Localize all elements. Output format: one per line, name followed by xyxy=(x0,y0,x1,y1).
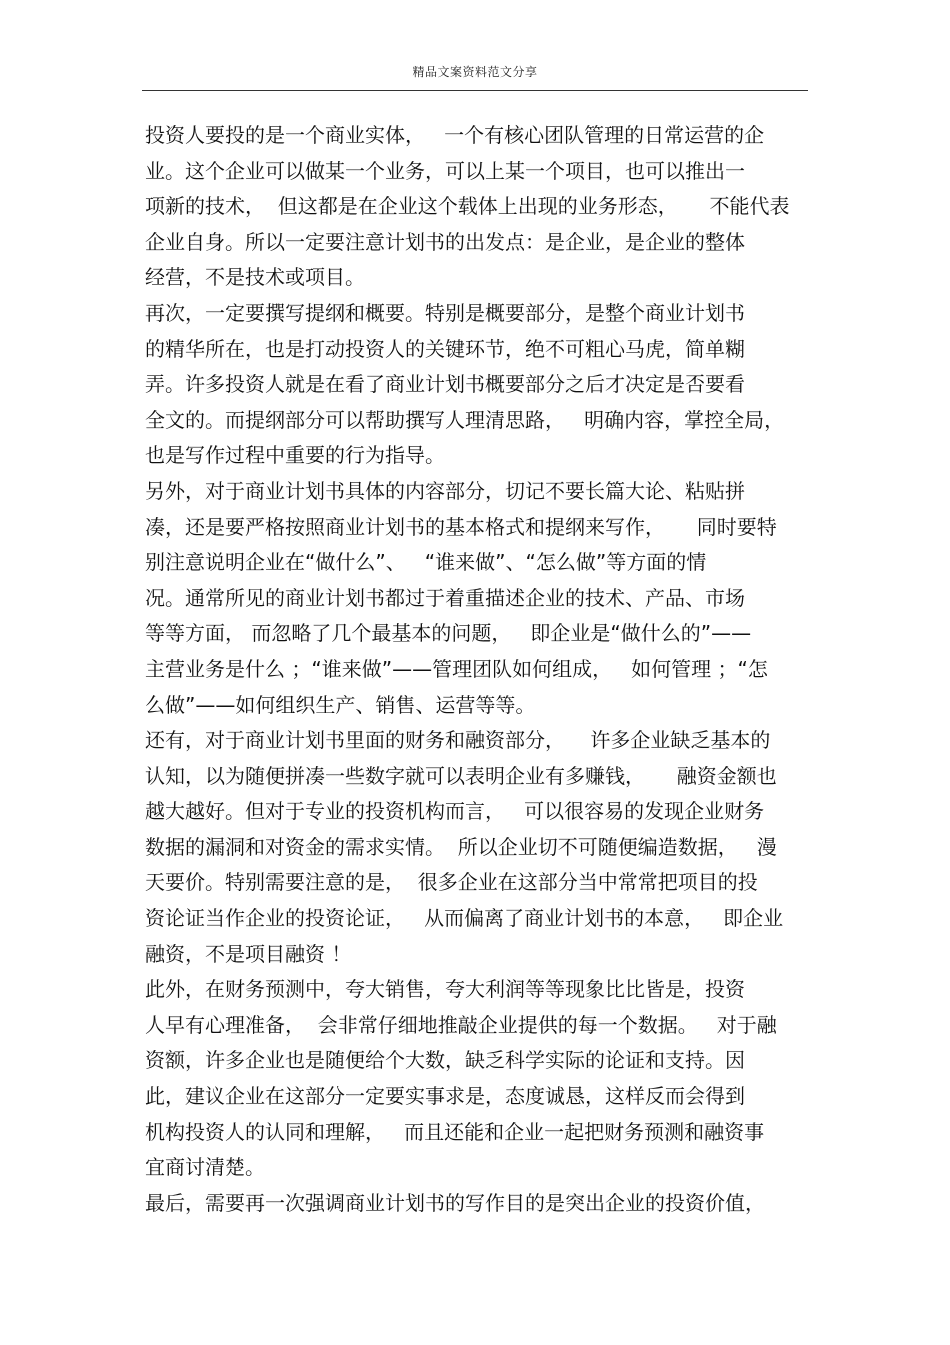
document-body xyxy=(145,118,809,1221)
text-line: 主营业务是什么 ；“谁来做”——管理团队如何组成， 如何管理 ；“怎 xyxy=(145,656,768,681)
text-line: 再次，一定要撰写提纲和概要。特别是概要部分，是整个商业计划书 xyxy=(145,300,745,325)
text-line: 项新的技术， 但这都是在企业这个载体上出现的业务形态， 不能代表 xyxy=(145,194,790,219)
text-line: 等等方面， 而忽略了几个最基本的问题， 即企业是“做什么的”—— xyxy=(145,621,752,646)
header-divider xyxy=(142,90,808,91)
text-line: 此外，在财务预测中，夸大销售，夸大利润等等现象比比皆是，投资 xyxy=(145,977,745,1002)
text-line: 还有，对于商业计划书里面的财务和融资部分， 许多企业缺乏基本的 xyxy=(145,728,771,753)
text-line: 越大越好。但对于专业的投资机构而言， 可以很容易的发现企业财务 xyxy=(145,799,765,824)
text-line: 机构投资人的认同和理解， 而且还能和企业一起把财务预测和融资事 xyxy=(145,1119,765,1144)
text-line: 数据的漏洞和对资金的需求实情。 所以企业切不可随便编造数据， 漫 xyxy=(145,834,777,859)
text-line: 的精华所在，也是打动投资人的关键环节，绝不可粗心马虎，简单糊 xyxy=(145,336,745,361)
text-line: 天要价。特别需要注意的是， 很多企业在这部分当中常常把项目的投 xyxy=(145,870,758,895)
text-line: 业。这个企业可以做某一个业务，可以上某一个项目，也可以推出一 xyxy=(145,158,745,183)
text-line: 人早有心理准备， 会非常仔细地推敲企业提供的每一个数据。 对于融 xyxy=(145,1012,777,1037)
text-line: 况。通常所见的商业计划书都过于着重描述企业的技术、产品、市场 xyxy=(145,585,745,610)
text-line: 最后，需要再一次强调商业计划书的写作目的是突出企业的投资价值， xyxy=(145,1190,765,1215)
text-line: 宜商讨清楚。 xyxy=(145,1155,265,1180)
text-line: 全文的。而提纲部分可以帮助撰写人理清思路， 明确内容，掌控全局， xyxy=(145,407,785,432)
text-line: 凑，还是要严格按照商业计划书的基本格式和提纲来写作， 同时要特 xyxy=(145,514,777,539)
page-header: 精品文案资料范文分享 xyxy=(412,65,538,79)
text-line: 企业自身。所以一定要注意计划书的出发点：是企业，是企业的整体 xyxy=(145,229,745,254)
text-line: 融资，不是项目融资 ！ xyxy=(145,941,352,966)
text-line: 投资人要投的是一个商业实体， 一个有核心团队管理的日常运营的企 xyxy=(145,123,765,147)
text-line: 也是写作过程中重要的行为指导。 xyxy=(145,443,445,468)
text-line: 另外，对于商业计划书具体的内容部分，切记不要长篇大论、粘贴拼 xyxy=(145,478,745,503)
text-line: 资额，许多企业也是随便给个大数，缺乏科学实际的论证和支持。因 xyxy=(145,1048,745,1073)
text-line: 资论证当作企业的投资论证， 从而偏离了商业计划书的本意， 即企业 xyxy=(145,906,784,931)
text-line: 弄。许多投资人就是在看了商业计划书概要部分之后才决定是否要看 xyxy=(145,372,745,397)
text-line: 此，建议企业在这部分一定要实事求是，态度诚恳，这样反而会得到 xyxy=(145,1084,745,1109)
text-line: 经营，不是技术或项目。 xyxy=(145,265,365,290)
text-line: 别注意说明企业在“做什么”、 “谁来做”、“怎么做”等方面的情 xyxy=(145,550,707,575)
text-line: 么做”——如何组织生产、销售、运营等等。 xyxy=(145,692,536,717)
text-line: 认知，以为随便拼凑一些数字就可以表明企业有多赚钱， 融资金额也 xyxy=(145,763,777,788)
